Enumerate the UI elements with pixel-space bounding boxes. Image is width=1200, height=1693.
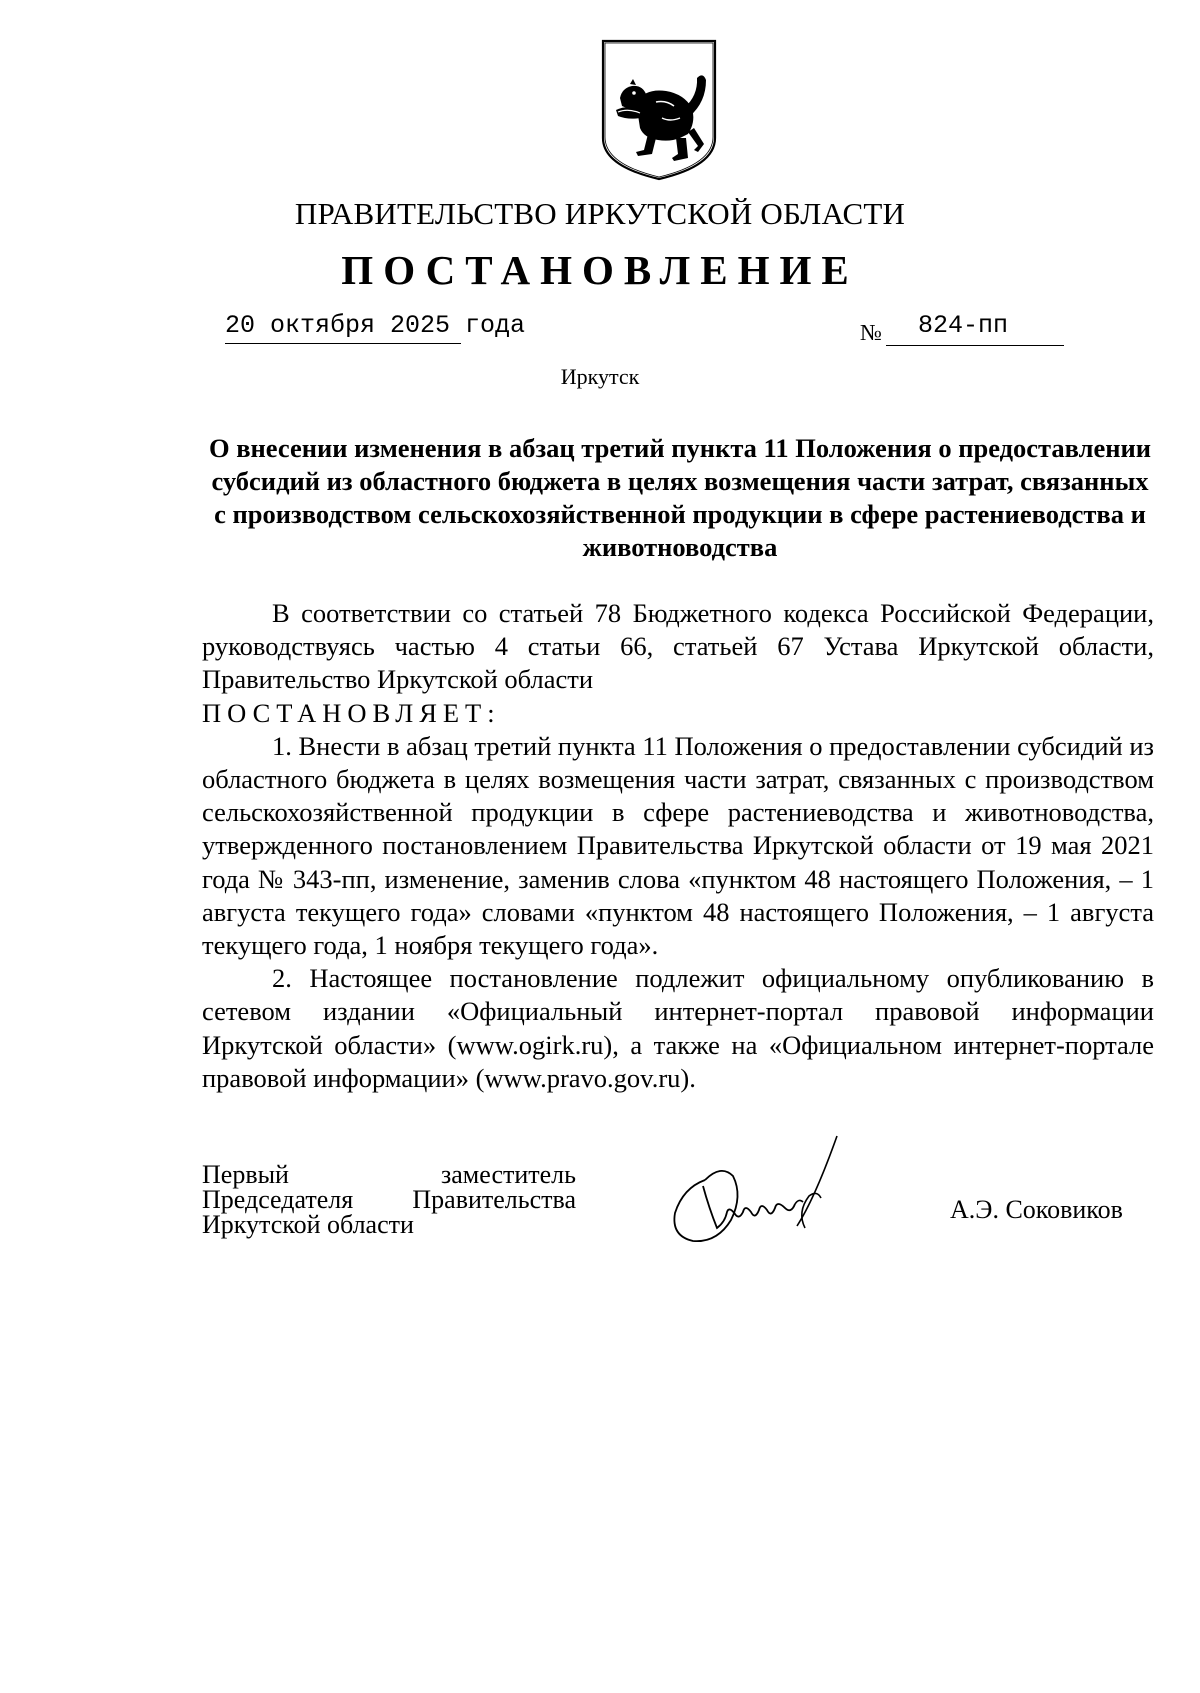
number-sign: № [860, 320, 882, 345]
date-underline [225, 343, 461, 344]
number-underline [886, 345, 1064, 346]
signer-position [202, 1162, 576, 1237]
signer-position-line: Иркутской области [202, 1210, 414, 1239]
document-title: О внесении изменения в абзац третий пункта 11 Положения о предоставлении субсидий из областного бюджета в целях возмещения части затрат, связанных с производством сельскохозяйственной продукции в сфере растениеводства и животноводства [208, 433, 1152, 562]
handwritten-signature [665, 1128, 880, 1253]
document-date: 20 октября 2025 года [225, 311, 526, 340]
list-item: 1. Внести в абзац третий пункта 11 Положения о предоставлении субсидий из областного бюджета в целях возмещения части затрат, связанных с производством сельскохозяйственной продукции в сфере растениеводства и животноводства, утвержденного постановлением Правительства Иркутской области от 19 мая 2021 года № 343-пп, изменение, заменив слова «пунктом 48 настоящего Положения, – 1 августа текущего года» словами «пунктом 48 настоящего Положения, – 1 августа текущего года, 1 ноября текущего года». [202, 730, 1154, 961]
coat-of-arms-icon [600, 38, 718, 182]
document-body [202, 597, 1154, 1095]
list-item: 2. Настоящее постановление подлежит официальному опубликованию в сетевом издании «Официальный интернет-портал правовой информации Иркутской области» (www.ogirk.ru), а также на «Официальном интернет-портале правовой информации» (www.pravo.gov.ru). [202, 963, 1154, 1093]
government-name: ПРАВИТЕЛЬСТВО ИРКУТСКОЙ ОБЛАСТИ [294, 196, 906, 231]
document-number: 824-пп [918, 311, 1009, 340]
signer-position-line: Председателя Правительства [202, 1185, 576, 1214]
signer-name: А.Э. Соковиков [950, 1195, 1123, 1224]
signer-position-line: Первый заместитель [202, 1160, 576, 1189]
city-name: Иркутск [560, 364, 640, 389]
decree-word: ПОСТАНОВЛЯЕТ: [202, 697, 501, 728]
preamble-paragraph: В соответствии со статьей 78 Бюджетного кодекса Российской Федерации, руководствуясь частью 4 статьи 66, статьей 67 Устава Иркутской области, Правительство Иркутской области [202, 598, 1154, 695]
document-type-heading: ПОСТАНОВЛЕНИЕ [341, 247, 859, 293]
